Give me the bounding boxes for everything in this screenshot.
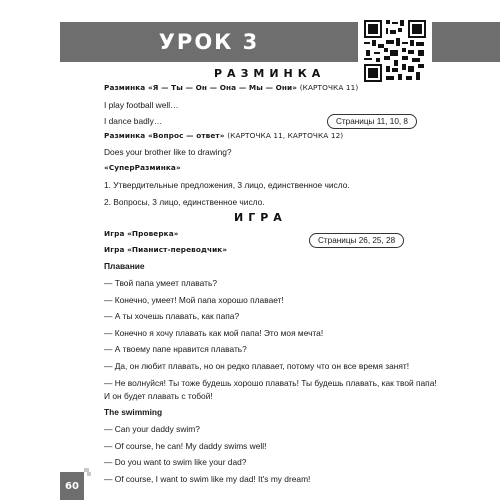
warmup-list-item: 1. Утвердительные предложения, 3 лицо, единственное число. [104, 180, 350, 190]
dialogue-line: — А твоему папе нравится плавать? [104, 344, 247, 354]
dialogue-line: — Не волнуйся! Ты тоже будешь хорошо плавать! Ты будешь плавать, как твой папа! [104, 378, 437, 388]
warmup-exercise-name: Разминка «Я — Ты — Он — Она — Мы — Они» [104, 83, 298, 92]
warmup-section-title: РАЗМИНКА [214, 67, 326, 80]
dialogue-line: — Твой папа умеет плавать? [104, 278, 217, 288]
lesson-title-bar [60, 22, 358, 62]
dialogue-line: И он будет плавать с тобой! [104, 391, 213, 401]
warmup-exercise-label [104, 131, 343, 140]
dialogue-line: — Конечно я хочу плавать как мой папа! Это моя мечта! [104, 328, 324, 338]
dialogue-line: — Of course, he can! My daddy swims well! [104, 441, 267, 451]
dialogue-line: — Can your daddy swim? [104, 424, 200, 434]
lesson-title: УРОК 3 [158, 30, 260, 54]
dialogue-line: — Do you want to swim like your dad? [104, 457, 247, 467]
card-reference: (КАРТОЧКА 11) [299, 83, 359, 92]
warmup-phrase: I dance badly… [104, 116, 163, 126]
dialogue-heading: Плавание [104, 261, 145, 271]
header-bar-extension [432, 22, 500, 62]
game-label: Игра «Проверка» [104, 229, 179, 238]
dialogue-line: — А ты хочешь плавать, как папа? [104, 311, 240, 321]
page-number: 60 [65, 480, 79, 492]
qr-code-icon [362, 18, 428, 84]
warmup-exercise-label: «СуперРазминка» [104, 163, 181, 172]
dialogue-line: — Of course, I want to swim like my dad! It's my dream! [104, 474, 311, 484]
dialogue-line: — Конечно, умеет! Мой папа хорошо плавает! [104, 295, 284, 305]
page-number-tab [60, 472, 84, 500]
warmup-exercise-name: Разминка «Вопрос — ответ» [104, 131, 225, 140]
page-corner-decoration [87, 472, 91, 476]
warmup-phrase: Does your brother like to drawing? [104, 147, 232, 157]
game-section-title: ИГРА [234, 211, 287, 224]
dialogue-line: — Да, он любит плавать, но он редко плавает, потому что он все время занят! [104, 361, 410, 371]
pages-reference-badge: Страницы 26, 25, 28 [309, 233, 404, 248]
game-label: Игра «Пианист-переводчик» [104, 245, 228, 254]
warmup-list-item: 2. Вопросы, 3 лицо, единственное число. [104, 197, 265, 207]
warmup-exercise-label [104, 83, 358, 92]
pages-reference-badge: Страницы 11, 10, 8 [327, 114, 417, 129]
dialogue-heading: The swimming [104, 407, 163, 417]
card-reference: (КАРТОЧКА 11, КАРТОЧКА 12) [227, 131, 344, 140]
warmup-phrase: I play football well… [104, 100, 179, 110]
